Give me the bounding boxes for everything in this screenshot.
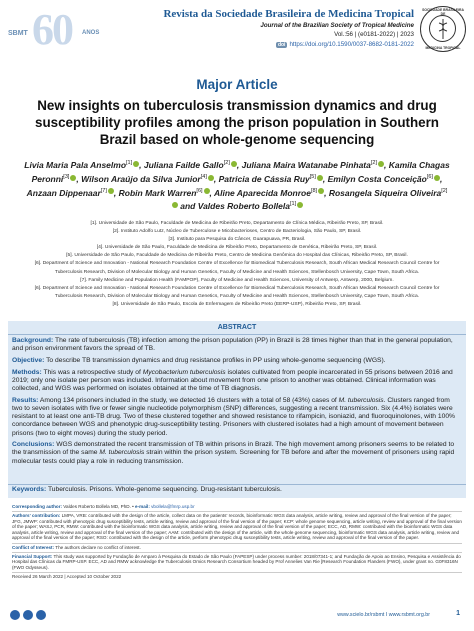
author-separator: , xyxy=(113,187,119,198)
abstract-background: Background: The rate of tuberculosis (TB) infection among the prison population (PP) in Brazil is 28 times higher than that in the general population, and prison environment favors the spread of TB. xyxy=(12,337,453,353)
journal-volume: Vol.:56 | (e0181-2022) | 2023 xyxy=(334,31,414,38)
author-separator: , xyxy=(439,173,443,184)
author-affiliation-ref: [2] xyxy=(223,160,230,166)
society-seal-logo: SOCIEDADE BRASILEIRA DE MEDICINA TROPICAL xyxy=(420,6,466,52)
author-name: Wilson Araújo da Silva Junior xyxy=(81,173,201,184)
received-accepted-dates: Received 26 March 2022 | Accepted 10 October 2022 xyxy=(12,573,122,579)
author-affiliation-ref: [2] xyxy=(441,187,448,194)
author-name: Livia Maria Pala Anselmo xyxy=(24,159,127,170)
caduceus-icon xyxy=(431,17,455,41)
abstract-heading: ABSTRACT xyxy=(217,324,257,331)
abstract-conclusions: Conclusions: WGS demonstrated the recent transmission of TB within prisons in Brazil. The high movement among prisoners seems to be related to the transmission of the same M. tuberculosis strain within the prison system. Screening for TB before and after the movement of prisoners using rapid molecular tests could play a role in reducing transmission. xyxy=(12,441,455,465)
author-affiliation-ref: [1] xyxy=(126,160,133,166)
affiliation-item: [4]. Universidade de São Paulo, Faculdade de Medicina de Ribeirão Preto, Departamento de Genética, Ribeirão Preto, SP, Brasil. xyxy=(96,245,378,251)
social-icons xyxy=(10,610,46,620)
journal-info xyxy=(163,8,414,48)
author-list xyxy=(24,157,450,212)
author-separator: and xyxy=(177,201,198,212)
author-name: Patricia de Cássia Ruy xyxy=(218,173,310,184)
author-affiliation-ref: [1] xyxy=(289,201,297,208)
author-affiliation-ref: [6] xyxy=(426,173,433,180)
divider xyxy=(12,572,462,573)
affiliation-item: [3]. Instituto para Pesquisa do Câncer, Guarapuava, PR, Brasil. xyxy=(168,237,306,243)
abstract-methods: Methods: This was a retrospective study of Mycobacterium tuberculosis isolates cultivated from people incarcerated in 55 prisons between 2016 and 2019; only one isolate per person was included. Information about movement from one prison to another was obtained. Clinical information was collected, and WGS was performed on isolates obtained at the time of TB diagnosis. xyxy=(12,368,453,393)
author-name: Valdes Roberto Bollela xyxy=(197,201,290,212)
author-affiliation-ref: [2] xyxy=(370,160,377,166)
affiliation-item: [7]. Family Medicine and Population Health (FAMPOP), Faculty of Medicine and Health Sciences, University of Antwerp, Antwerp, 2000, Belgium. xyxy=(80,277,394,283)
author-separator: , xyxy=(209,187,214,198)
author-name: Anzaan Dippenaar xyxy=(26,187,101,198)
affiliation-item: [6]. Department of Science and Innovation - National Research Foundation Centre of Excellence for Biomedical Tuberculosis Research, South African Medical Research Council Centre for Tuberculosis Research, Division of Molecular Biology and Human Genetics, Faculty of Medicine and Health Sciences, Stellenbosch University, Cape Town, South Africa. xyxy=(34,285,440,299)
journal-title: Revista da Sociedade Brasileira de Medicina Tropical xyxy=(163,8,414,20)
abstract-results: Results: Among 134 prisoners included in the study, we detected 16 clusters with a total of 58 (43%) cases of M. tuberculosis. Clusters ranged from two to seven isolates with five or fewer single nucleotide polymorphism (SNP) differences, suggesting a recent transmission. Six (4.4%) isolates were resistant to at least one anti-TB drug. Two of these clustered together and showed resistance to rifampicin, isoniazid, and fluoroquinolones, with 100% concordance between WGS and phenotypic drug-susceptibility testing. Prisoners with clustered isolates had a high amount of movement between prisons (two to eight moves) during the study period. xyxy=(12,396,455,437)
affiliations xyxy=(22,220,452,309)
divider xyxy=(8,334,466,335)
journal-subtitle: Journal of the Brazilian Society of Tropical Medicine xyxy=(260,22,414,29)
footer-links[interactable]: www.scielo.br/rsbmt I www.rsbmt.org.br xyxy=(337,612,430,618)
facebook-icon[interactable] xyxy=(23,610,33,620)
divider xyxy=(8,484,466,485)
author-name: Rosangela Siqueira Oliveira xyxy=(328,187,442,198)
article-title: New insights on tuberculosis transmission dynamics and drug susceptibility profiles among the prison population in Southern Brazil based on whole-genome sequencing xyxy=(35,98,439,147)
author-name: Emilyn Costa Conceição xyxy=(327,173,427,184)
author-separator: , xyxy=(322,173,328,184)
author-affiliation-ref: [5] xyxy=(309,173,316,180)
doi-icon: doi xyxy=(277,42,286,48)
divider xyxy=(12,543,462,544)
financial-support: Financial Support: This study was supported by Fundação de Amparo à Pesquisa do Estado de São Paulo (FAPESP) under process number: 2018/07341-1; and Fundação de Apoio ao Ensino, Pesquisa e Assistência do Hospital das Clínicas da FMRP-USP. ECC, AD and RMW acknowledge the Tuberculosis Omics Research Consortium headed by Prof Annelies Van Rie [Research Foundation Flanders (FWO), under grant no. G0F8316N (FWO Odysseus). xyxy=(12,553,461,570)
author-affiliation-ref: [3] xyxy=(63,173,70,180)
orcid-icon[interactable] xyxy=(297,202,303,208)
authors-contribution: Authors' contribution: LMPA, VRB: contributed with the design of the article, collect data on the patients' records, bioinformatic WGS data analysis, article writing, review and approval of the final version of the paper; JFG, JMWP: contributed with phenotypic drug susceptibility tests, article writing, review and approval of the final version of the paper; KCP: whole genome sequencing, article writing, review and approval of the final version of the paper; WASJ, PCR, RMW: contributed with the bioinformatic WGS data analysis, article writing, review and approval of the final version of the paper; ECC, AD, RMW: contributed with the bioinformatic WGS data analysis, article writing, review and approval of the final version of the paper; AAM: contributed with the design of the article, with the whole genome sequencing, bioinformatic WGS data analysis, article writing, review and approval of the final version of the paper; RSO: contributed with the design of the article, perform phenotypic drug susceptibility tests, article writing, review and approval of the final version of the paper. xyxy=(12,513,462,541)
author-name: Kamila Chagas Peronni xyxy=(31,159,450,184)
affiliation-item: [1]. Universidade de São Paulo, Faculdade de Medicina de Ribeirão Preto, Departamento de Clínica Médica, Ribeirão Preto, SP, Brasil. xyxy=(90,221,384,226)
page-footer xyxy=(0,606,474,631)
affiliation-item: [2]. Instituto Adolfo Lutz, Núcleo de Tuberculose e Micobacterioses, Centro de Bacteriologia, São Paulo, SP, Brasil. xyxy=(112,229,362,235)
affiliation-item: [8]. Universidade de São Paulo, Escola de Enfermagem de Ribeirão Preto (EERP-USP), Ribeirão Preto, SP, Brasil. xyxy=(112,301,362,307)
author-separator: , xyxy=(384,159,389,170)
author-separator: , xyxy=(236,159,242,170)
author-name: Aline Aparecida Monroe xyxy=(213,187,311,198)
sbmt-60-anos-logo: SBMT 60 ANOS xyxy=(8,5,100,54)
doi-link[interactable]: doi https://doi.org/10.1590/0037-8682-0181-2022 xyxy=(277,41,414,48)
abstract-body xyxy=(12,337,462,469)
conflict-of-interest: Conflict of Interest: The authors declare no conflict of interest. xyxy=(12,544,141,550)
instagram-icon[interactable] xyxy=(36,610,46,620)
divider xyxy=(12,552,462,553)
author-separator: , xyxy=(324,187,329,198)
divider xyxy=(12,511,462,512)
author-affiliation-ref: [6] xyxy=(196,187,203,194)
article-type: Major Article xyxy=(196,77,278,92)
corresponding-author: Corresponding author: Valdes Roberto Bollela MD, PhD. • e-mail: vbollela@fmrp.usp.br xyxy=(12,504,195,509)
author-name: Juliana Failde Gallo xyxy=(143,159,224,170)
affiliation-item: [6]. Department of Science and Innovation - National Research Foundation Centre of Excellence for Biomedical Tuberculosis Research, South African Medical Research Council Centre for Tuberculosis Research, Division of Molecular Biology and Human Genetics, Faculty of Medicine and Health Sciences, Stellenbosch University, Cape Town, South Africa. xyxy=(34,261,440,275)
author-separator: , xyxy=(76,173,82,184)
author-name: Robin Mark Warren xyxy=(118,187,197,198)
author-separator: , xyxy=(139,159,144,170)
author-name: Juliana Maira Watanabe Pinhata xyxy=(241,159,371,170)
abstract-objective: Objective: To describe TB transmission dynamics and drug resistance profiles in PP using whole-genome sequencing (WGS). xyxy=(12,356,386,364)
author-affiliation-ref: [4] xyxy=(200,173,207,180)
author-affiliation-ref: [8] xyxy=(310,187,318,194)
footnotes xyxy=(12,504,462,580)
journal-header xyxy=(0,0,474,66)
author-separator: , xyxy=(213,173,219,184)
email-link[interactable]: vbollela@fmrp.usp.br xyxy=(149,504,195,509)
author-affiliation-ref: [7] xyxy=(100,187,107,194)
twitter-icon[interactable] xyxy=(10,610,20,620)
keywords: Keywords: Tuberculosis. Prisons. Whole-genome sequencing. Drug-resistant tuberculosis. xyxy=(12,486,282,493)
page-number: 1 xyxy=(456,610,460,617)
affiliation-item: [5]. Universidade de São Paulo, Faculdade de Medicina de Ribeirão Preto, Centro de Medicina Genômica do Hospital das Clínicas, Ribeirão Preto, SP, Brasil. xyxy=(66,253,408,259)
